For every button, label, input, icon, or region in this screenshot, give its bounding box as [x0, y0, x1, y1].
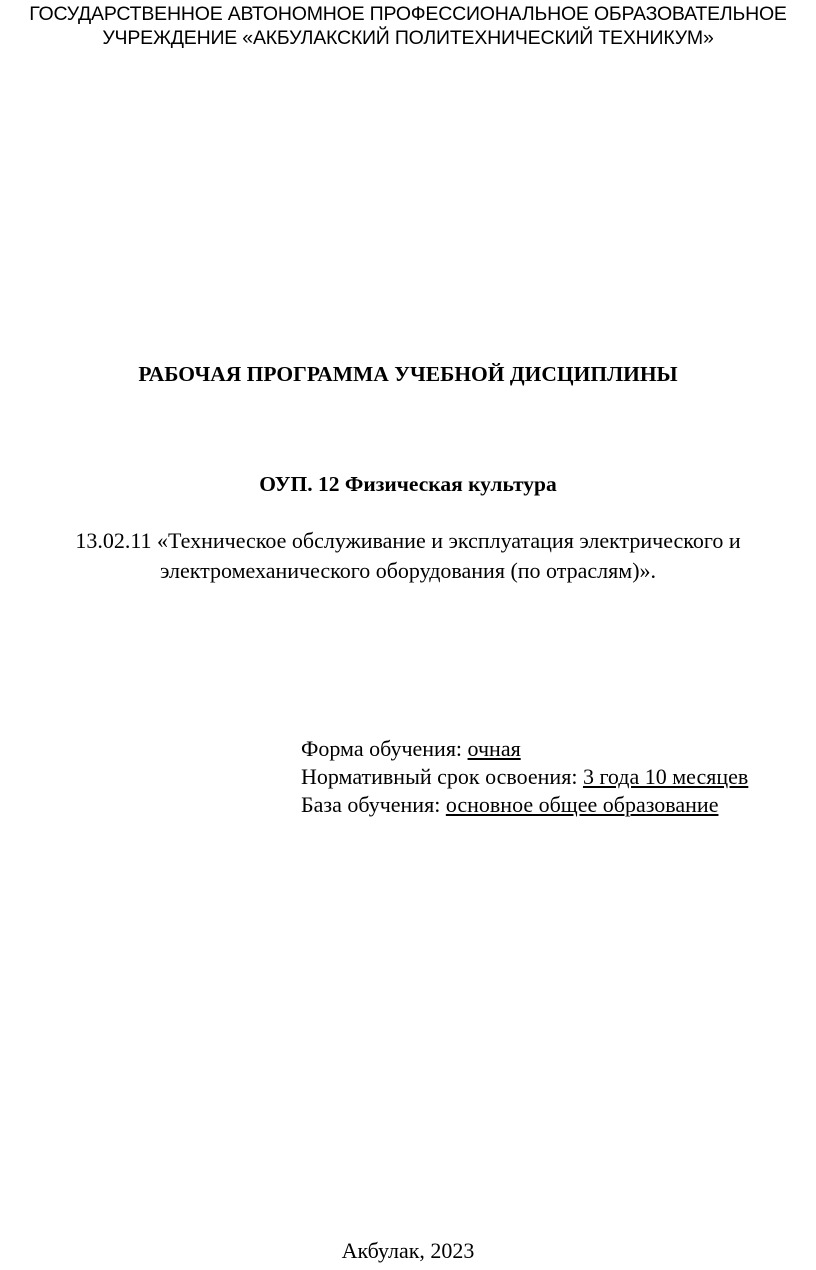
discipline-title: ОУП. 12 Физическая культура: [259, 472, 557, 496]
specialty-line-1: 13.02.11 «Техническое обслуживание и эксплуатация электрического и: [75, 528, 741, 553]
organization-header-line-2: УЧРЕЖДЕНИЕ «АКБУЛАКСКИЙ ПОЛИТЕХНИЧЕСКИЙ ТЕХНИКУМ»: [102, 27, 714, 49]
study-form-label: Форма обучения:: [301, 736, 468, 761]
study-form-value: очная: [467, 736, 521, 761]
study-term-row: [301, 763, 748, 791]
specialty-block: [0, 526, 816, 586]
study-base-row: [301, 791, 748, 819]
study-term-value: 3 года 10 месяцев: [582, 764, 749, 789]
organization-header-line-1: ГОСУДАРСТВЕННОЕ АВТОНОМНОЕ ПРОФЕССИОНАЛЬНОЕ ОБРАЗОВАТЕЛЬНОЕ: [29, 3, 787, 25]
study-base-value: основное общее образование: [445, 792, 719, 817]
study-info-block: [301, 735, 748, 819]
study-term-label: Нормативный срок освоения:: [301, 764, 583, 789]
place-and-year: Акбулак, 2023: [341, 1238, 475, 1263]
organization-header: [0, 2, 816, 50]
document-title: РАБОЧАЯ ПРОГРАММА УЧЕБНОЙ ДИСЦИПЛИНЫ: [138, 362, 678, 386]
specialty-line-2: электромеханического оборудования (по отраслям)».: [159, 558, 657, 583]
study-base-label: База обучения:: [301, 792, 446, 817]
study-form-row: [301, 735, 748, 763]
